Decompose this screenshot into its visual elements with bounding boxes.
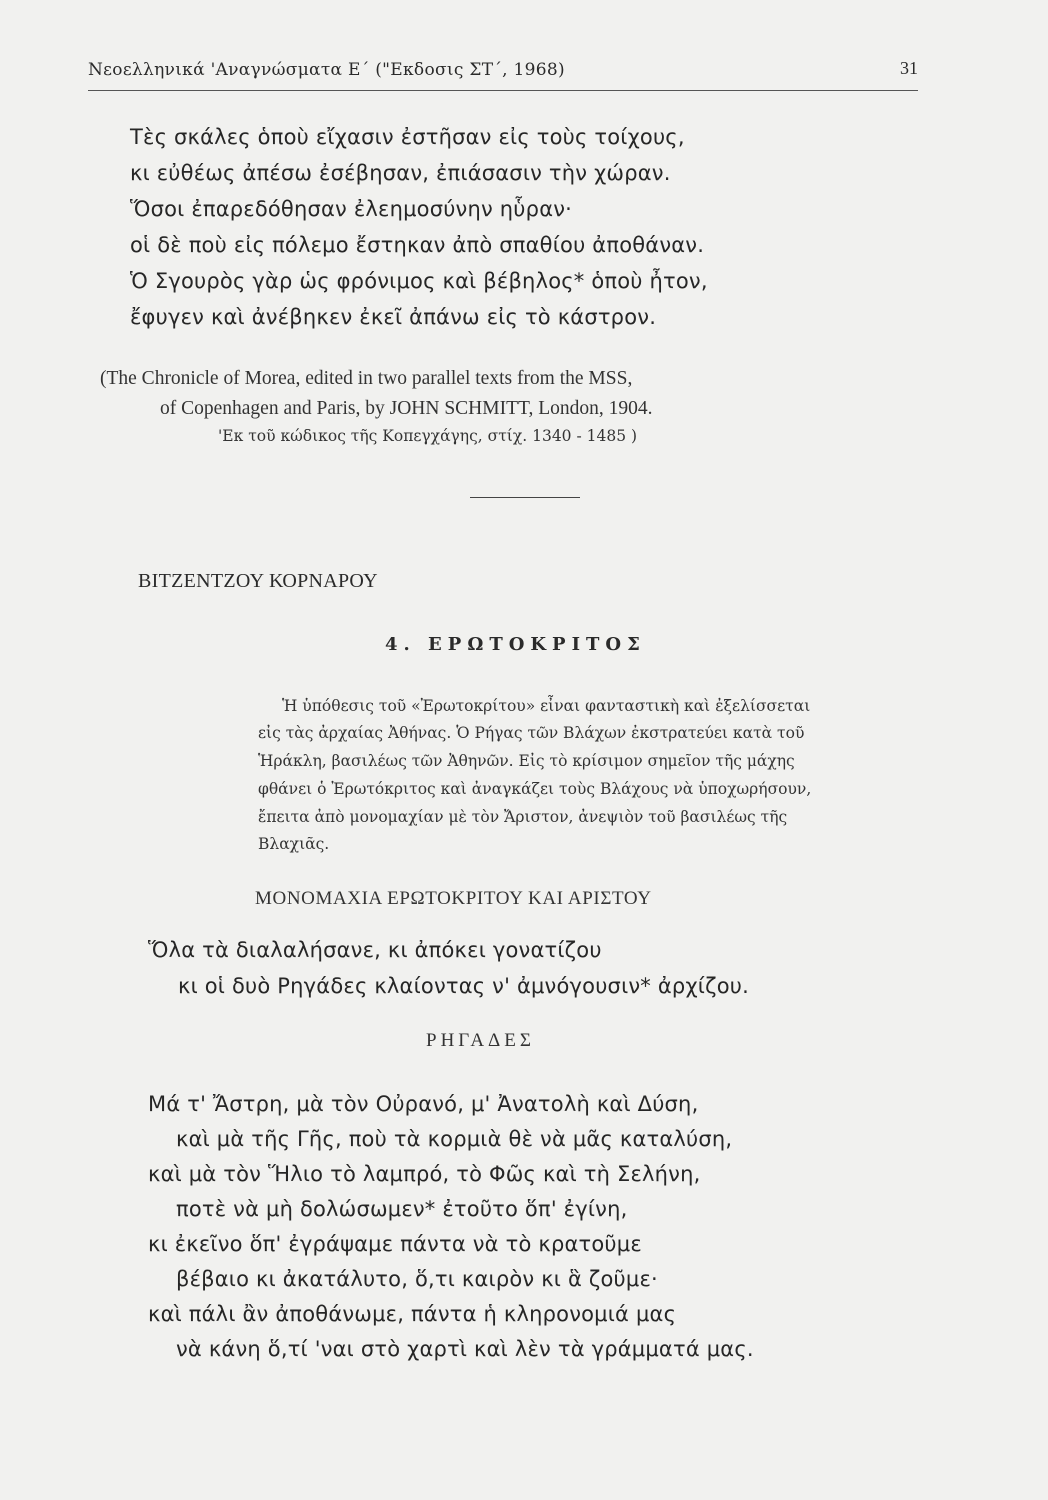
verse-line: κι οἱ δυὸ Ρηγάδες κλαίοντας ν' ἀμνόγουσιν* ἀρχίζου. — [178, 974, 749, 998]
verse-line: Μά τ' Ἄστρη, μὰ τὸν Οὐρανό, μ' Ἀνατολὴ καὶ Δύση, — [148, 1092, 699, 1116]
intro-line: Ἡ ὑπόθεσις τοῦ «Ἐρωτοκρίτου» εἶναι φανταστικὴ καὶ ἐξελίσσεται — [282, 697, 811, 715]
header-title: Νεοελληνικά 'Αναγνώσματα Ε΄ ("Εκδοσις ΣΤ΄, 1968) — [88, 60, 565, 80]
verse-line: νὰ κάνη ὅ,τί 'ναι στὸ χαρτὶ καὶ λὲν τὰ γράμματά μας. — [176, 1337, 754, 1361]
intro-line: εἰς τὰς ἀρχαίας Ἀθήνας. Ὁ Ρήγας τῶν Βλάχων ἐκστρατεύει κατὰ τοῦ — [258, 724, 805, 742]
verse-line: καὶ πάλι ἂν ἀποθάνωμε, πάντα ἡ κληρονομιά μας — [148, 1302, 677, 1326]
speaker-label: ΡΗΓΑΔΕΣ — [426, 1030, 535, 1051]
verse-line: κι εὐθέως ἀπέσω ἐσέβησαν, ἐπιάσασιν τὴν χώραν. — [130, 161, 671, 185]
running-header — [88, 50, 918, 91]
intro-line: Βλαχιᾶς. — [258, 835, 330, 853]
verse-line: ἔφυγεν καὶ ἀνέβηκεν ἐκεῖ ἀπάνω εἰς τὸ κάστρον. — [130, 305, 657, 329]
verse-line: κι ἐκεῖνο ὅπ' ἐγράψαμε πάντα νὰ τὸ κρατοῦμε — [148, 1232, 642, 1256]
verse-line: Ὁ Σγουρὸς γὰρ ὡς φρόνιμος καὶ βέβηλος* ὁποὺ ἦτον, — [130, 269, 708, 293]
verse-line: Ὅλα τὰ διαλαλήσανε, κι ἀπόκει γονατίζου — [148, 938, 602, 962]
verse-line: βέβαιο κι ἀκατάλυτο, ὅ,τι καιρὸν κι ἃ ζοῦμε· — [176, 1267, 658, 1291]
verse-line: Ὅσοι ἐπαρεδόθησαν ἐλεημοσύνην ηὗραν· — [130, 197, 573, 221]
intro-line: ἔπειτα ἀπὸ μονομαχίαν μὲ τὸν Ἄριστον, ἀνεψιὸν τοῦ βασιλέως τῆς — [258, 808, 788, 826]
section-divider — [470, 497, 580, 498]
author-name: ΒΙΤΖΕΝΤΖΟΥ ΚΟΡΝΑΡΟΥ — [138, 570, 378, 592]
verse-line: οἱ δὲ ποὺ εἰς πόλεμο ἔστηκαν ἀπὸ σπαθίου ἀποθάναν. — [130, 233, 705, 257]
poem-title: 4. ΕΡΩΤΟΚΡΙΤΟΣ — [385, 634, 646, 655]
verse-line: Τὲς σκάλες ὁποὺ εἴχασιν ἐστῆσαν εἰς τοὺς τοίχους, — [130, 125, 685, 149]
section-heading: ΜΟΝΟΜΑΧΙΑ ΕΡΩΤΟΚΡΙΤΟΥ ΚΑΙ ΑΡΙΣΤΟΥ — [255, 888, 652, 909]
intro-line: φθάνει ὁ Ἐρωτόκριτος καὶ ἀναγκάζει τοὺς Βλάχους νὰ ὑποχωρήσουν, — [258, 780, 812, 798]
citation-line: (The Chronicle of Morea, edited in two parallel texts from the MSS, — [100, 368, 633, 389]
page-number: 31 — [900, 58, 918, 78]
verse-line: καὶ μὰ τῆς Γῆς, ποὺ τὰ κορμιὰ θὲ νὰ μᾶς καταλύση, — [176, 1127, 733, 1151]
intro-line: Ἡράκλη, βασιλέως τῶν Ἀθηνῶν. Εἰς τὸ κρίσιμον σημεῖον τῆς μάχης — [258, 752, 795, 770]
citation-line: 'Εκ τοῦ κώδικος τῆς Κοπεγχάγης, στίχ. 1340 - 1485 ) — [218, 427, 638, 445]
verse-line: ποτὲ νὰ μὴ δολώσωμεν* ἐτοῦτο ὅπ' ἐγίνη, — [176, 1197, 628, 1221]
verse-line: καὶ μὰ τὸν Ἥλιο τὸ λαμπρό, τὸ Φῶς καὶ τὴ Σελήνη, — [148, 1162, 701, 1186]
citation-line: of Copenhagen and Paris, by JOHN SCHMITT, London, 1904. — [160, 398, 653, 419]
